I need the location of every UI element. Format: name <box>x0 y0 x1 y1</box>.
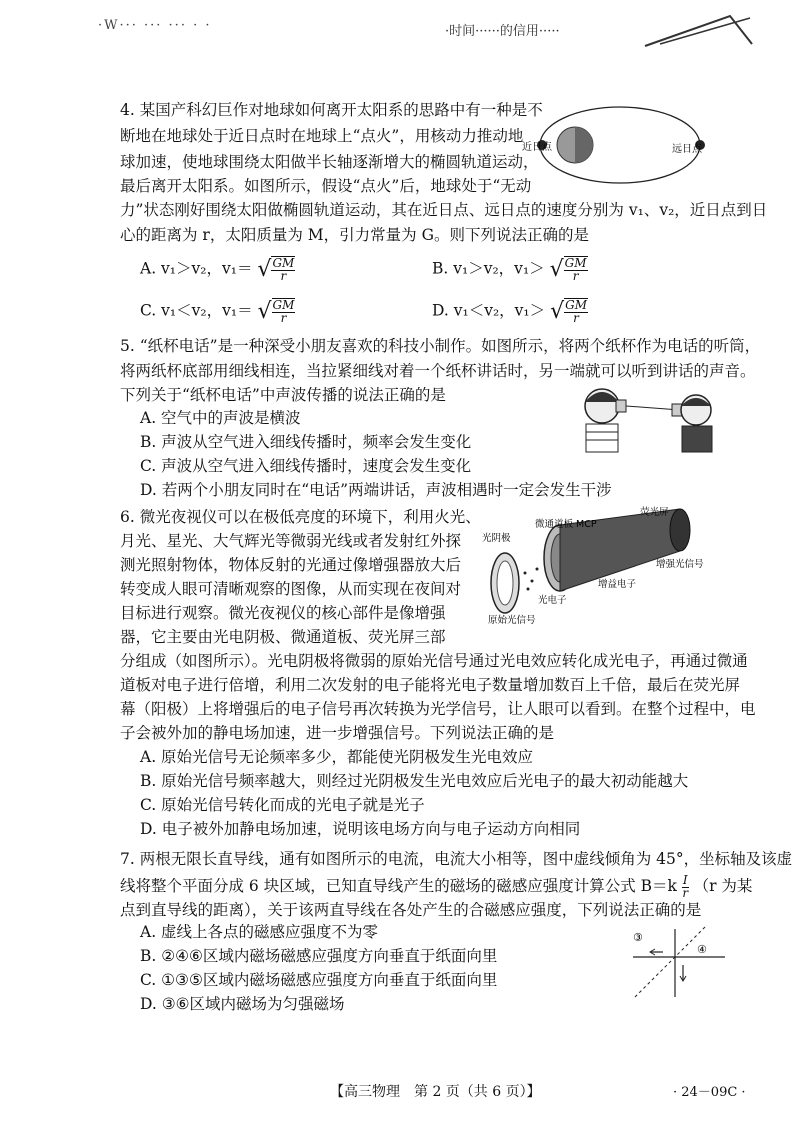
far-point-label: 远日点 <box>672 144 702 155</box>
q4-option-c[interactable]: C. v₁＜v₂，$v_1= √\frac{GM}{r}$ <box>140 298 295 325</box>
q4-line-2: 断地在地球处于近日点时在地球上“点火”，用核动力推动地 <box>120 127 524 145</box>
q7-line-1: 7. 两根无限长直导线，通有如图所示的电流，电流大小相等，图中虚线倾角为 45°，坐标轴及该虚 <box>120 850 793 868</box>
image-intensifier-figure <box>480 503 722 628</box>
q5-option-c[interactable]: C. 声波从空气进入细线传播时，速度会发生变化 <box>140 457 472 475</box>
region-4-label: ④ <box>697 943 707 956</box>
q4-line-4: 最后离开太阳系。如图所示，假设“点火”后，地球处于“无动 <box>120 177 532 195</box>
region-3-label: ③ <box>633 931 643 944</box>
q6-option-c[interactable]: C. 原始光信号转化而成的光电子就是光子 <box>140 796 425 814</box>
mcp-label: 微通道板 MCP <box>535 519 597 530</box>
q5-line-2: 将两纸杯底部用细线相连，当拉紧细线对着一个纸杯讲话时，另一端就可以听到讲话的声音。 <box>120 362 756 380</box>
q5-line-1: 5. “纸杯电话”是一种深受小朋友喜欢的科技小制作。如图所示，将两个纸杯作为电话的听筒， <box>120 337 761 355</box>
q5-option-b[interactable]: B. 声波从空气进入细线传播时，频率会发生变化 <box>140 433 472 451</box>
screen-label: 荧光屏 <box>640 507 669 518</box>
q6-option-d[interactable]: D. 电子被外加静电场加速，说明该电场方向与电子运动方向相同 <box>140 820 581 838</box>
sqrt-gm-r: $√\frac{GM}{r}$ <box>257 256 295 283</box>
q6-line-10: 子会被外加的静电场加速，进一步增强信号。下列说法正确的是 <box>120 724 555 742</box>
q4-option-b[interactable]: B. v₁＞v₂，$v_1> √\frac{GM}{r}$ <box>432 256 587 283</box>
q5-line-3: 下列关于“纸杯电话”中声波传播的说法正确的是 <box>120 386 446 404</box>
q6-line-8: 道板对电子进行倍增，利用二次发射的电子能将光电子数量增加数百上千倍，最后在荧光屏 <box>120 676 741 694</box>
header-corner-mark <box>640 6 760 56</box>
q6-line-6: 器，它主要由光电阴极、微通道板、荧光屏三部 <box>120 628 446 646</box>
q6-line-3: 测光照射物体，物体反射的光通过像增强器放大后 <box>120 556 462 574</box>
orbit-figure <box>520 100 715 190</box>
gain-electron-label: 增益电子 <box>598 579 637 590</box>
enhanced-signal-label: 增强光信号 <box>656 559 704 570</box>
q5-option-a[interactable]: A. 空气中的声波是横波 <box>140 409 301 427</box>
q7-option-a[interactable]: A. 虚线上各点的磁感应强度不为零 <box>140 923 379 941</box>
sqrt-gm-r: $√\frac{GM}{r}$ <box>257 298 295 325</box>
wires-figure <box>625 925 735 1005</box>
formula-fraction: $\frac{I}{r}$ <box>682 873 689 900</box>
q4-line-5: 力”状态刚好围绕太阳做椭圆轨道运动，其在近日点、远日点的速度分别为 v₁、v₂，近日点到日 <box>120 201 768 219</box>
q6-line-5: 目标进行观察。微光夜视仪的核心部件是像增强 <box>120 604 446 622</box>
q7-line-3: 点到直导线的距离），关于该两直导线在各处产生的合磁感应强度，下列说法正确的是 <box>120 901 702 919</box>
header-left: ·W··· ··· ··· · · <box>98 18 212 33</box>
phosphor-screen <box>670 509 690 551</box>
cathode-label: 光阴极 <box>482 533 511 544</box>
q6-line-9: 幕（阳极）上将增强后的电子信号再次转换为光学信号，让人眼可以看到。在整个过程中，电 <box>120 700 756 718</box>
q6-line-2: 月光、星光、大气辉光等微弱光线或者发射红外探 <box>120 532 462 550</box>
paper-cup-phone-figure <box>572 380 722 455</box>
q4-line-6: 心的距离为 r，太阳质量为 M，引力常量为 G。则下列说法正确的是 <box>120 226 589 244</box>
q6-line-7: 分组成（如图所示）。光电阴极将微弱的原始光信号通过光电效应转化成光电子，再通过微通 <box>120 652 748 670</box>
photoelectron-label: 光电子 <box>538 595 567 606</box>
q7-option-c[interactable]: C. ①③⑤区域内磁场磁感应强度方向垂直于纸面向里 <box>140 971 498 989</box>
q6-line-1: 6. 微光夜视仪可以在极低亮度的环境下，利用火光、 <box>120 508 481 526</box>
sqrt-gm-r: $√\frac{GM}{r}$ <box>549 256 587 283</box>
q5-option-d[interactable]: D. 若两个小朋友同时在“电话”两端讲话，声波相遇时一定会发生干涉 <box>140 481 612 499</box>
exam-code: · 24－09C · <box>673 1085 746 1100</box>
sqrt-gm-r: $√\frac{GM}{r}$ <box>550 298 587 325</box>
header-right: ·时间······的信用····· <box>445 24 560 39</box>
q4-option-a[interactable]: A. v₁＞v₂，$v_1= √\frac{GM}{r}$ <box>140 256 295 283</box>
q4-line-1: 4. 某国产科幻巨作对地球如何离开太阳系的思路中有一种是不 <box>120 101 543 119</box>
page-footer: 【高三物理 第 2 页（共 6 页）】 <box>330 1084 541 1100</box>
near-point-label: 近日点 <box>522 142 552 153</box>
q4-line-3: 球加速，使地球围绕太阳做半长轴逐渐增大的椭圆轨道运动， <box>120 153 539 171</box>
q7-line-2: 线将整个平面分成 6 块区域，已知直导线产生的磁场的磁感应强度计算公式 $B=k \frac{I}{r} (r$ 为某 <box>120 873 753 900</box>
q6-line-4: 转变成人眼可清晰观察的图像，从而实现在夜间对 <box>120 580 462 598</box>
q4-option-d[interactable]: D. v₁＜v₂，$v_1> √\frac{GM}{r}$ <box>432 298 587 325</box>
q6-option-b[interactable]: B. 原始光信号频率越大，则经过光阴极发生光电效应后光电子的最大初动能越大 <box>140 772 689 790</box>
q7-option-d[interactable]: D. ③⑥区域内磁场为匀强磁场 <box>140 995 345 1013</box>
q7-option-b[interactable]: B. ②④⑥区域内磁场磁感应强度方向垂直于纸面向里 <box>140 947 498 965</box>
q6-option-a[interactable]: A. 原始光信号无论频率多少，都能使光阴极发生光电效应 <box>140 748 534 766</box>
original-signal-label: 原始光信号 <box>488 615 536 626</box>
